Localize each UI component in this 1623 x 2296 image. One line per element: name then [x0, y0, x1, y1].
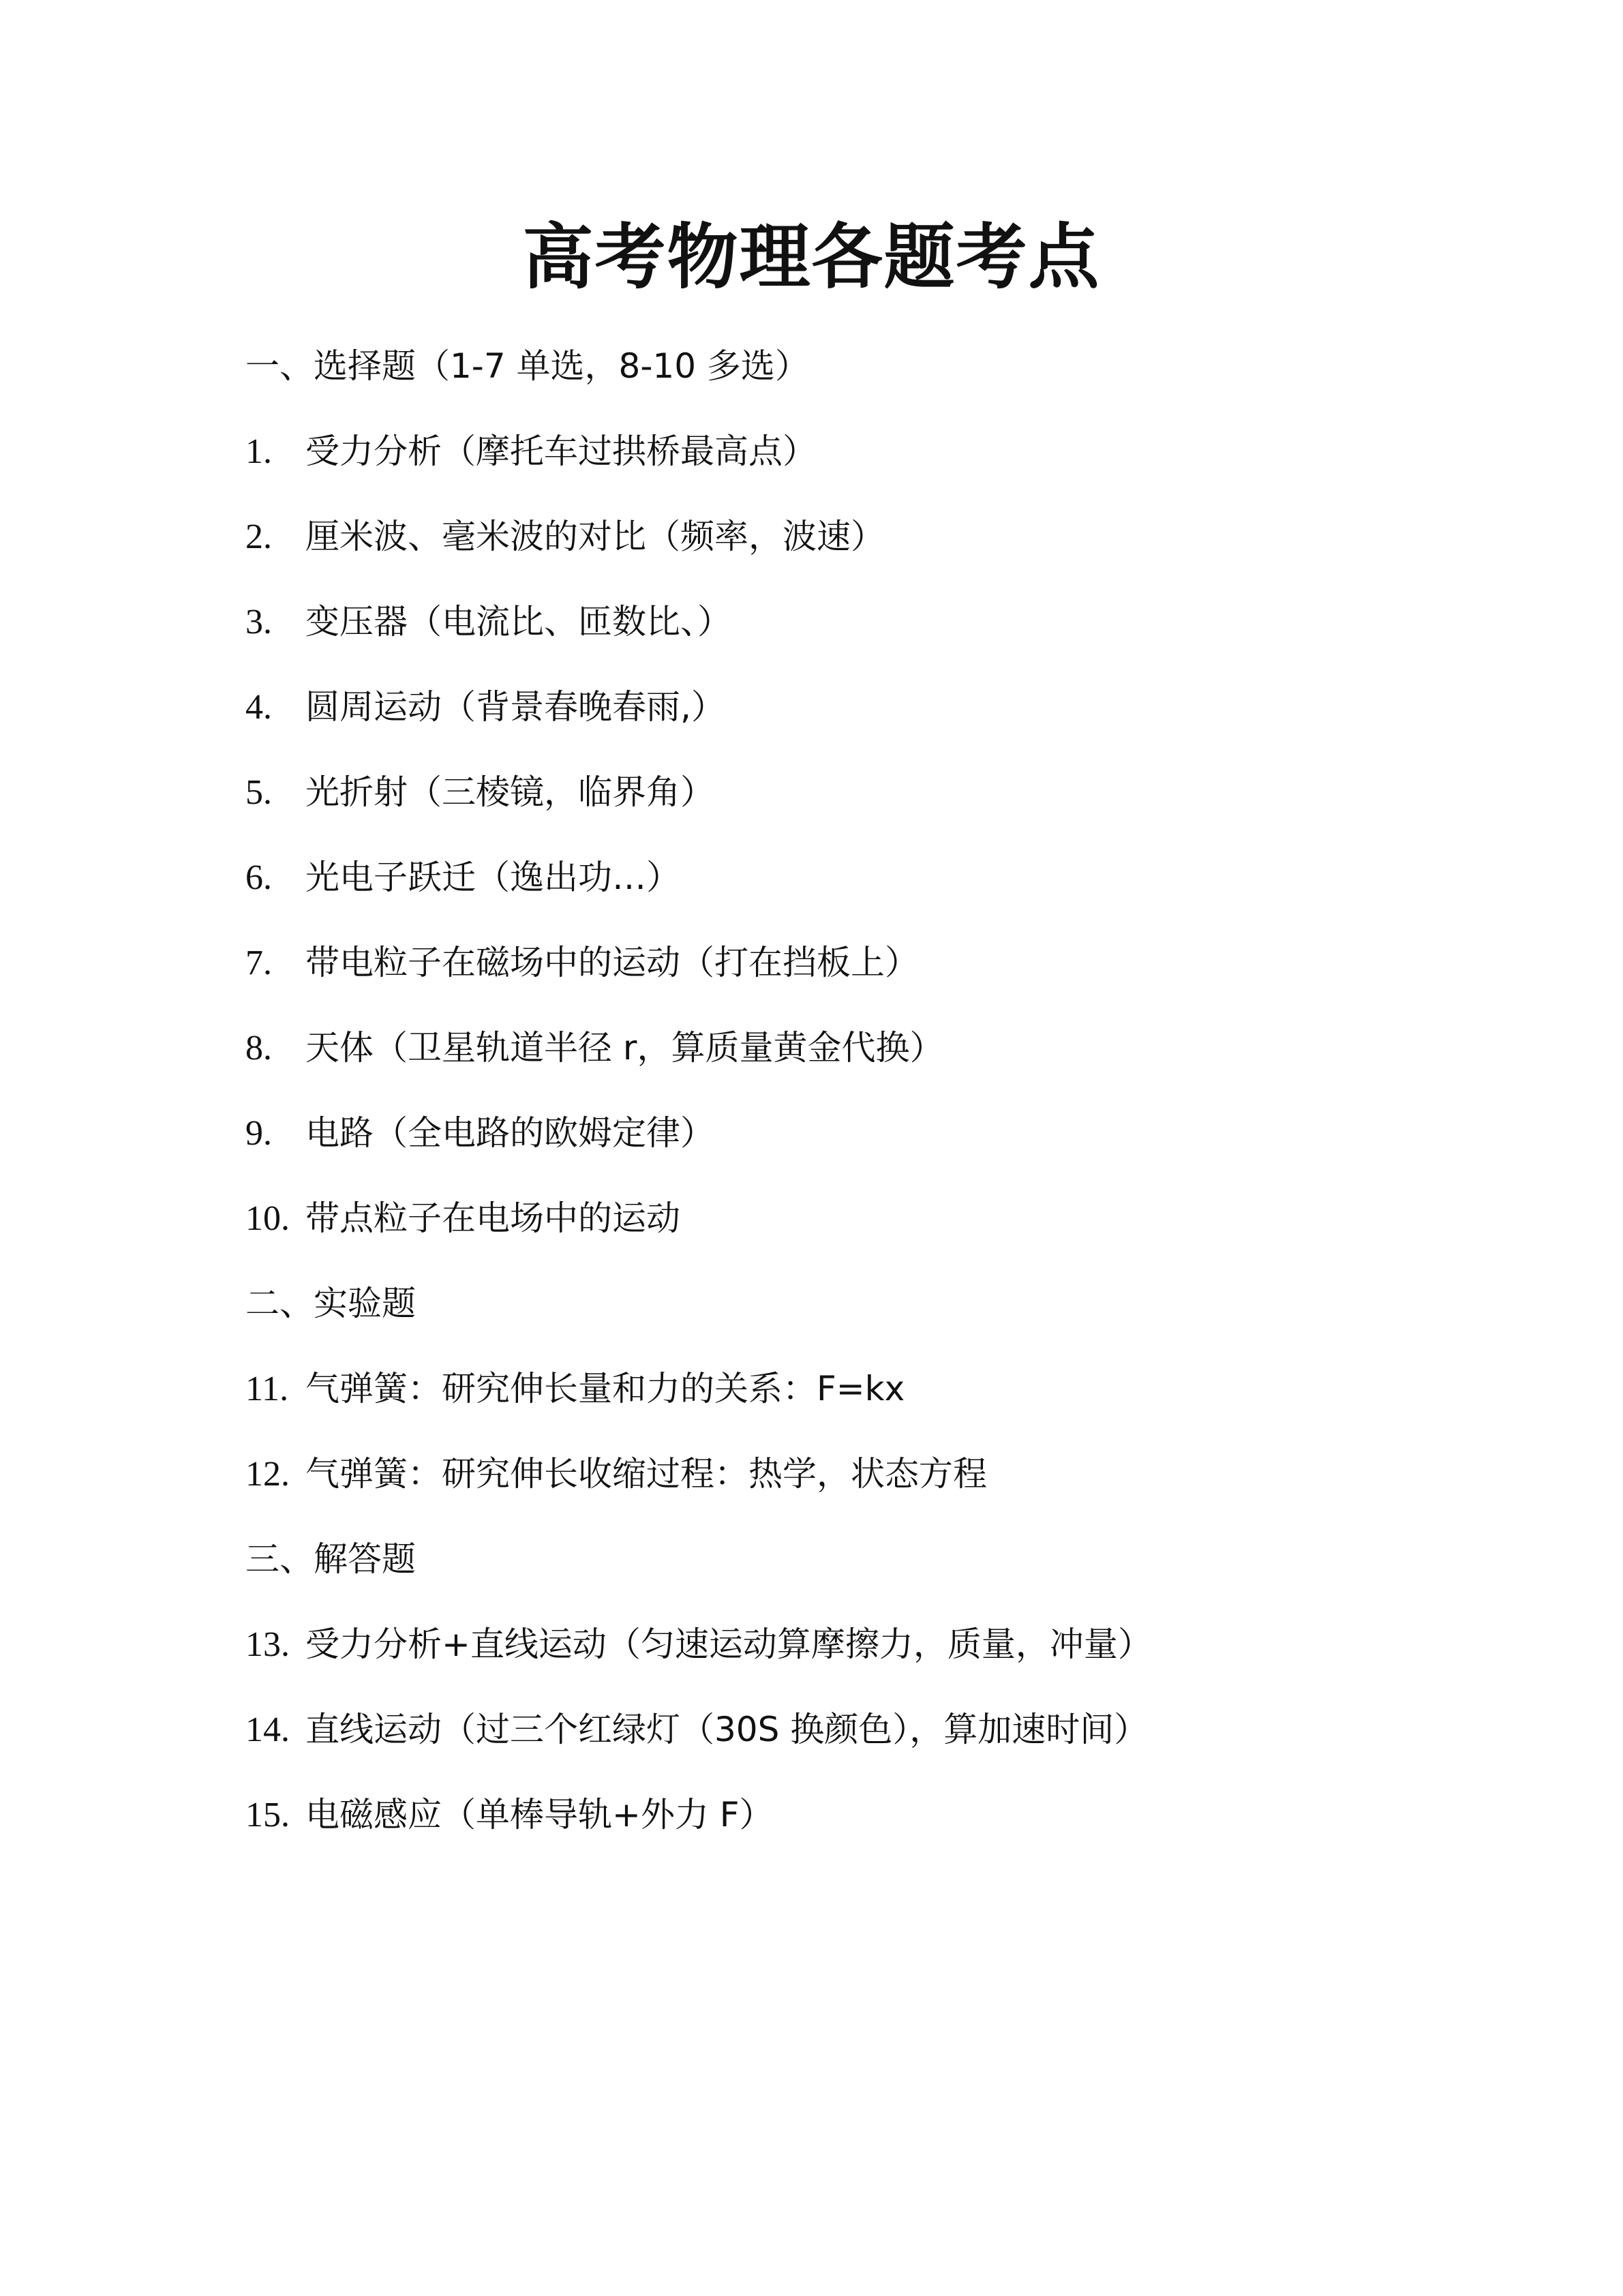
list-item: [245, 765, 1541, 850]
item-number: 4.: [245, 688, 272, 727]
item-number: 7.: [245, 943, 272, 982]
topic-list: [245, 339, 1541, 1873]
item-number: 3.: [245, 603, 272, 641]
item-number: 14.: [245, 1710, 290, 1749]
list-item: [245, 509, 1541, 594]
item-number: 6.: [245, 858, 272, 897]
item-number: 13.: [245, 1625, 290, 1664]
list-item: [245, 594, 1541, 680]
item-number: 11.: [245, 1370, 289, 1408]
item-text: 光折射（三棱镜，临界角）: [305, 772, 714, 812]
item-text: 受力分析（摩托车过拱桥最高点）: [305, 432, 817, 471]
heading-text: 二、实验题: [245, 1284, 416, 1323]
item-number: 5.: [245, 773, 272, 812]
item-number: 8.: [245, 1029, 272, 1068]
list-item: [245, 1787, 1541, 1873]
list-item: [245, 1361, 1541, 1447]
item-text: 气弹簧：研究伸长收缩过程：热学，状态方程: [305, 1454, 987, 1494]
list-item: [245, 1447, 1541, 1532]
item-text: 圆周运动（背景春晚春雨,）: [305, 687, 725, 727]
item-number: 9.: [245, 1114, 272, 1153]
list-item: [245, 1617, 1541, 1702]
item-text: 带电粒子在磁场中的运动（打在挡板上）: [305, 943, 919, 982]
document-title: 高考物理各题考点: [522, 215, 1101, 299]
list-item: [245, 1191, 1541, 1276]
item-number: 1.: [245, 432, 272, 471]
item-text: 变压器（电流比、匝数比、）: [305, 602, 731, 641]
list-item: [245, 1021, 1541, 1106]
item-number: 10.: [245, 1199, 290, 1238]
item-number: 15.: [245, 1796, 290, 1834]
list-item: [245, 1702, 1541, 1787]
item-text: 电路（全电路的欧姆定律）: [305, 1113, 714, 1153]
list-item: [245, 424, 1541, 509]
item-text: 直线运动（过三个红绿灯（30S 换颜色），算加速时间）: [305, 1710, 1149, 1749]
heading-text: 一、选择题（1-7 单选，8-10 多选）: [245, 346, 809, 386]
item-text: 光电子跃迁（逸出功…）: [305, 858, 680, 897]
heading-text: 三、解答题: [245, 1539, 416, 1579]
list-item: [245, 1106, 1541, 1191]
list-item: [245, 850, 1541, 935]
section-heading: [245, 1532, 1541, 1617]
item-text: 厘米波、毫米波的对比（频率，波速）: [305, 517, 885, 556]
list-item: [245, 680, 1541, 765]
item-number: 12.: [245, 1455, 290, 1494]
item-text: 带点粒子在电场中的运动: [305, 1198, 680, 1238]
item-number: 2.: [245, 517, 272, 556]
list-item: [245, 935, 1541, 1021]
item-text: 受力分析+直线运动（匀速运动算摩擦力，质量，冲量）: [305, 1625, 1152, 1664]
item-text: 电磁感应（单棒导轨+外力 F）: [305, 1795, 774, 1834]
section-heading: [245, 1276, 1541, 1361]
item-text: 气弹簧：研究伸长量和力的关系：F=kx: [305, 1369, 905, 1408]
section-heading: [245, 339, 1541, 424]
item-text: 天体（卫星轨道半径 r，算质量黄金代换）: [305, 1028, 944, 1068]
